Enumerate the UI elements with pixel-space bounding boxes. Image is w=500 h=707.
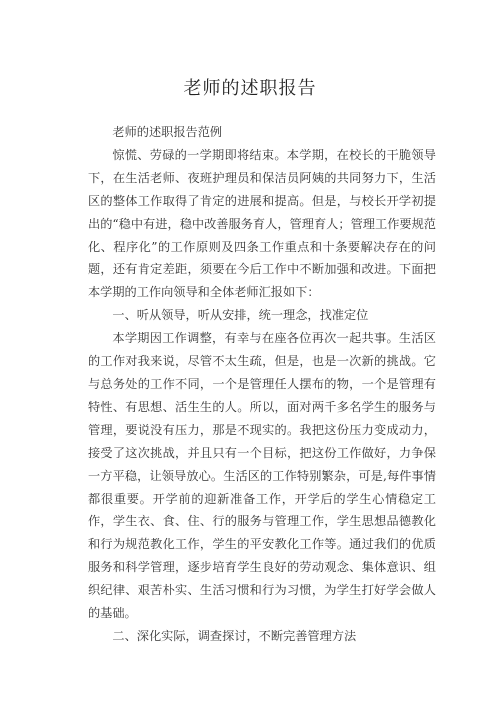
section-heading-2: 二、深化实际，调查探讨，不断完善管理方法: [112, 628, 357, 643]
document-title: 老师的述职报告: [183, 78, 317, 99]
section-heading-1: 一、听从领导，听从安排，统一理念，找准定位: [112, 308, 369, 323]
intro-paragraph: 惊慌、劳碌的一学期即将结束。本学期，在校长的干脆领导下，在生活老师、夜班护理员和保洁员阿姨的共同努力下，生活区的整体工作取得了肯定的进展和提高。但是，与校长开学初提出的“稳中有进，稳中改善服务育人，管理育人；管理工作要规范化、程序化”的工作原则及四条工作重点和十条要解决存在的问题，还有肯定差距，须要在今后工作中不断加强和改进。下面把本学期的工作向领导和全体老师汇报如下：: [88, 147, 436, 300]
document-body: [88, 121, 436, 648]
subtitle-paragraph: 老师的述职报告范例: [112, 125, 223, 139]
section-1-paragraph: 本学期因工作调整，有幸与在座各位再次一起共事。生活区的工作对我来说，尽管不太生疏，但是，也是一次新的挑战。它与总务处的工作不同，一个是管理任人摆布的物，一个是管理有特性、有思想、活生生的人。所以，面对两千多名学生的服务与管理，要说没有压力，那是不现实的。我把这份压力变成动力，接受了这次挑战，并且只有一个目标，把这份工作做好，力争保一方平稳，让领导放心。生活区的工作特别繁杂，可是,每件事情都很重要。开学前的迎新准备工作，开学后的学生心情稳定工作，学生衣、食、住、行的服务与管理工作，学生思想品德教化和行为规范教化工作，学生的平安教化工作等。通过我们的优质服务和科学管理，逐步培育学生良好的劳动观念、集体意识、组织纪律、艰苦朴实、生活习惯和行为习惯，为学生打好学会做人的基础。: [88, 331, 436, 621]
